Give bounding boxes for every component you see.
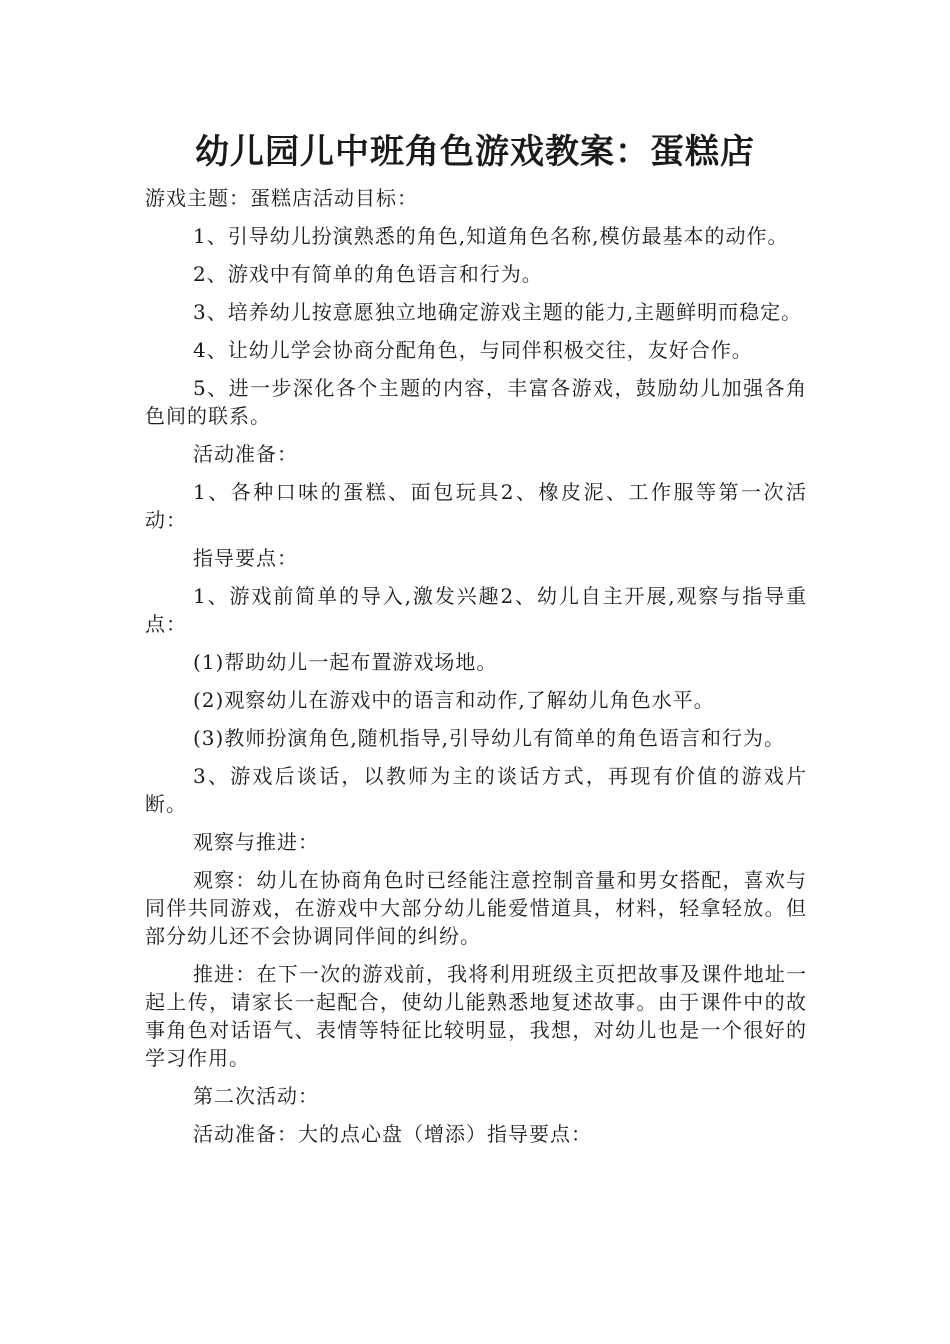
paragraph: 1、引导幼儿扮演熟悉的角色,知道角色名称,模仿最基本的动作。 bbox=[193, 224, 789, 248]
paragraph: 5、进一步深化各个主题的内容，丰富各游戏，鼓励幼儿加强各角色间的联系。 bbox=[145, 376, 807, 428]
paragraph: 观察：幼儿在协商角色时已经能注意控制音量和男女搭配，喜欢与同伴共同游戏，在游戏中大部分幼儿能爱惜道具，材料，轻拿轻放。但部分幼儿还不会协调同伴间的纠纷。 bbox=[145, 868, 807, 948]
document-body bbox=[145, 184, 807, 1158]
paragraph: 2、游戏中有简单的角色语言和行为。 bbox=[193, 262, 543, 286]
paragraph: 4、让幼儿学会协商分配角色，与同伴积极交往，友好合作。 bbox=[193, 338, 753, 362]
paragraph: 3、培养幼儿按意愿独立地确定游戏主题的能力,主题鲜明而稳定。 bbox=[193, 300, 803, 324]
section-heading: 活动准备： bbox=[193, 442, 298, 466]
paragraph: 游戏主题：蛋糕店活动目标： bbox=[145, 186, 418, 210]
section-heading: 观察与推进： bbox=[193, 830, 319, 854]
paragraph: 1、各种口味的蛋糕、面包玩具2、橡皮泥、工作服等第一次活动： bbox=[145, 480, 807, 532]
paragraph: (3)教师扮演角色,随机指导,引导幼儿有简单的角色语言和行为。 bbox=[193, 726, 786, 750]
paragraph: (1)帮助幼儿一起布置游戏场地。 bbox=[193, 650, 498, 674]
paragraph: 1、游戏前简单的导入,激发兴趣2、幼儿自主开展,观察与指导重点： bbox=[145, 584, 807, 636]
section-heading: 指导要点： bbox=[193, 546, 298, 570]
paragraph: 活动准备：大的点心盘（增添）指导要点： bbox=[193, 1122, 592, 1146]
paragraph: 推进：在下一次的游戏前，我将利用班级主页把故事及课件地址一起上传，请家长一起配合，使幼儿能熟悉地复述故事。由于课件中的故事角色对话语气、表情等特征比较明显，我想，对幼儿也是一个很好的学习作用。 bbox=[145, 962, 807, 1070]
paragraph: 3、游戏后谈话，以教师为主的谈话方式，再现有价值的游戏片断。 bbox=[145, 764, 807, 816]
section-heading: 第二次活动： bbox=[193, 1084, 319, 1108]
paragraph: (2)观察幼儿在游戏中的语言和动作,了解幼儿角色水平。 bbox=[193, 688, 715, 712]
document-title: 幼儿园儿中班角色游戏教案：蛋糕店 bbox=[195, 132, 755, 172]
